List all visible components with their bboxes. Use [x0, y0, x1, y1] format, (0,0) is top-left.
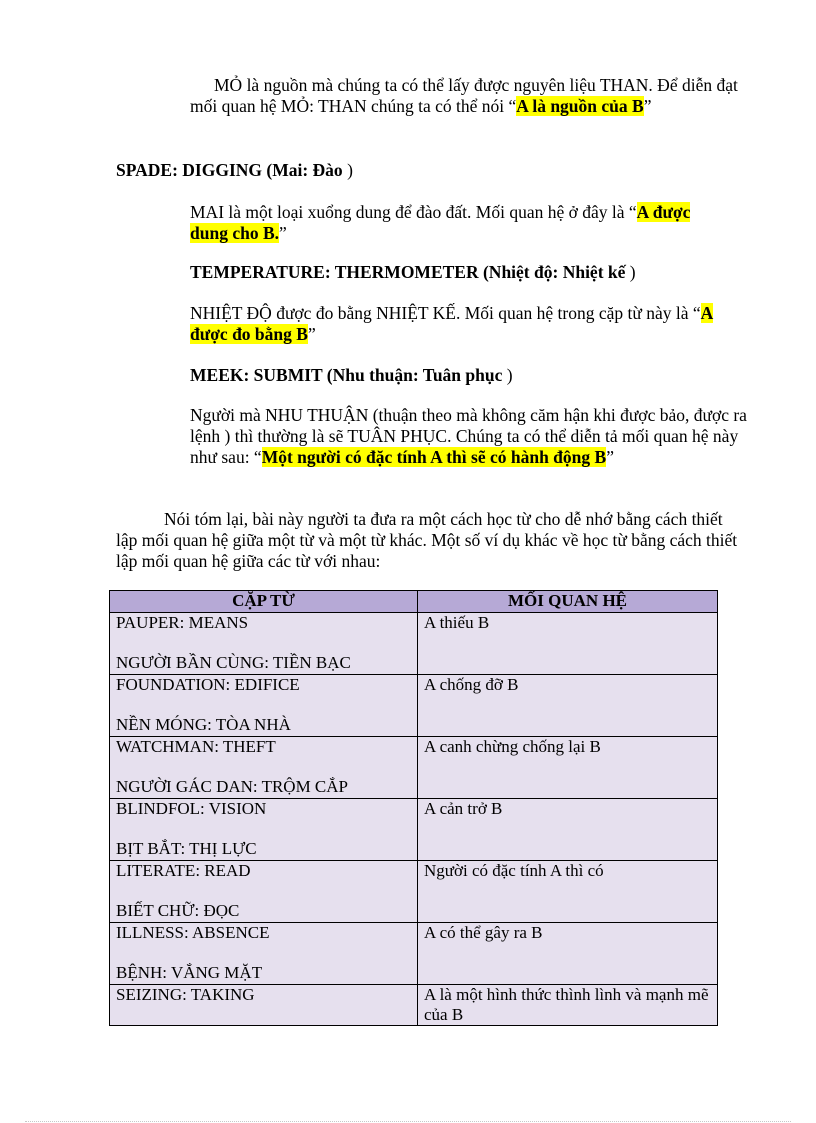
table-row	[110, 985, 718, 1026]
intro-highlight: A là nguồn của B	[516, 96, 644, 116]
word-pair-cell	[110, 861, 418, 923]
example-text: Người mà NHU THUẬN (thuận theo mà không căm hận khi được bảo, được ra lệnh ) thì thường là sẽ TUÂN PHỤC. Chúng ta có thể diễn tả mối quan hệ này như sau: “	[190, 405, 747, 467]
example-end: ”	[279, 223, 287, 243]
example-paragraph	[190, 405, 750, 468]
word-pair-english: FOUNDATION: EDIFICE	[116, 675, 300, 694]
table-row	[110, 923, 718, 985]
relationship-cell: Người có đặc tính A thì có	[418, 861, 718, 923]
example-heading	[116, 160, 736, 181]
relationship-cell: A canh chừng chống lại B	[418, 737, 718, 799]
example-paragraph	[190, 303, 750, 345]
word-pair-cell	[110, 675, 418, 737]
word-pair-cell	[110, 613, 418, 675]
example-heading-bold: TEMPERATURE: THERMOMETER (Nhiệt độ: Nhiệt kế	[190, 262, 626, 282]
example-heading-end: )	[342, 160, 353, 180]
intro-paragraph	[190, 75, 740, 117]
table-row	[110, 613, 718, 675]
table-row	[110, 737, 718, 799]
table-header-row	[110, 591, 718, 613]
example-highlight: Một người có đặc tính A thì sẽ có hành động B	[261, 447, 607, 467]
word-pair-cell	[110, 737, 418, 799]
intro-end: ”	[643, 96, 652, 116]
word-pair-vietnamese: BIẾT CHỮ: ĐỌC	[116, 901, 240, 920]
relationship-cell: A có thể gây ra B	[418, 923, 718, 985]
word-pair-english: LITERATE: READ	[116, 861, 251, 880]
word-pair-vietnamese: NGƯỜI BẦN CÙNG: TIỀN BẠC	[116, 653, 351, 672]
word-pair-english: ILLNESS: ABSENCE	[116, 923, 270, 942]
example-end: ”	[606, 447, 614, 467]
example-heading-end: )	[502, 365, 513, 385]
relationship-table	[109, 590, 718, 1026]
word-pair-cell	[110, 799, 418, 861]
example-highlight: A được đo bằng B	[190, 303, 714, 344]
example-heading	[190, 262, 750, 283]
relationship-cell: A chống đỡ B	[418, 675, 718, 737]
word-pair-english: WATCHMAN: THEFT	[116, 737, 276, 756]
word-pair-english: SEIZING: TAKING	[116, 985, 255, 1004]
page-bottom-divider	[25, 1121, 791, 1122]
relationship-cell: A là một hình thức thình lình và mạnh mẽ của B	[418, 985, 718, 1026]
example-heading	[190, 365, 750, 386]
relationship-cell: A cản trở B	[418, 799, 718, 861]
relationship-cell: A thiếu B	[418, 613, 718, 675]
word-pair-cell	[110, 985, 418, 1026]
column-header-relationship: MỐI QUAN HỆ	[418, 591, 718, 613]
example-text: NHIỆT ĐỘ được đo bằng NHIỆT KẾ. Mối quan hệ trong cặp từ này là “	[190, 303, 701, 323]
word-pair-english: BLINDFOL: VISION	[116, 799, 267, 818]
table-row	[110, 799, 718, 861]
example-heading-bold: MEEK: SUBMIT (Nhu thuận: Tuân phục	[190, 365, 503, 385]
column-header-word-pair: CẶP TỪ	[110, 591, 418, 613]
word-pair-vietnamese: BỊT BẮT: THỊ LỰC	[116, 839, 257, 858]
word-pair-cell	[110, 923, 418, 985]
example-highlight: A được dung cho B.	[190, 202, 691, 243]
word-pair-vietnamese: NGƯỜI GÁC DAN: TRỘM CẮP	[116, 777, 349, 796]
table-row	[110, 675, 718, 737]
example-text: MAI là một loại xuổng dung để đào đất. Mối quan hệ ở đây là “	[190, 202, 637, 222]
example-heading-bold: SPADE: DIGGING (Mai: Đào	[116, 160, 343, 180]
example-heading-end: )	[625, 262, 636, 282]
example-paragraph	[190, 202, 710, 244]
summary-paragraph: Nói tóm lại, bài này người ta đưa ra một cách học từ cho dễ nhớ bằng cách thiết lập mối quan hệ giữa một từ và một từ khác. Một số ví dụ khác về học từ bằng cách thiết lập mối quan hệ giữa các từ với nhau:	[116, 509, 738, 571]
word-pair-vietnamese: NỀN MÓNG: TÒA NHÀ	[116, 715, 291, 734]
word-pair-vietnamese: BỆNH: VẮNG MẶT	[116, 963, 263, 982]
table-row	[110, 861, 718, 923]
word-pair-english: PAUPER: MEANS	[116, 613, 249, 632]
example-end: ”	[307, 324, 316, 344]
intro-text: MỎ là nguồn mà chúng ta có thể lấy được nguyên liệu THAN. Để diễn đạt mối quan hệ MỎ: THAN chúng ta có thể nói “	[190, 75, 738, 116]
